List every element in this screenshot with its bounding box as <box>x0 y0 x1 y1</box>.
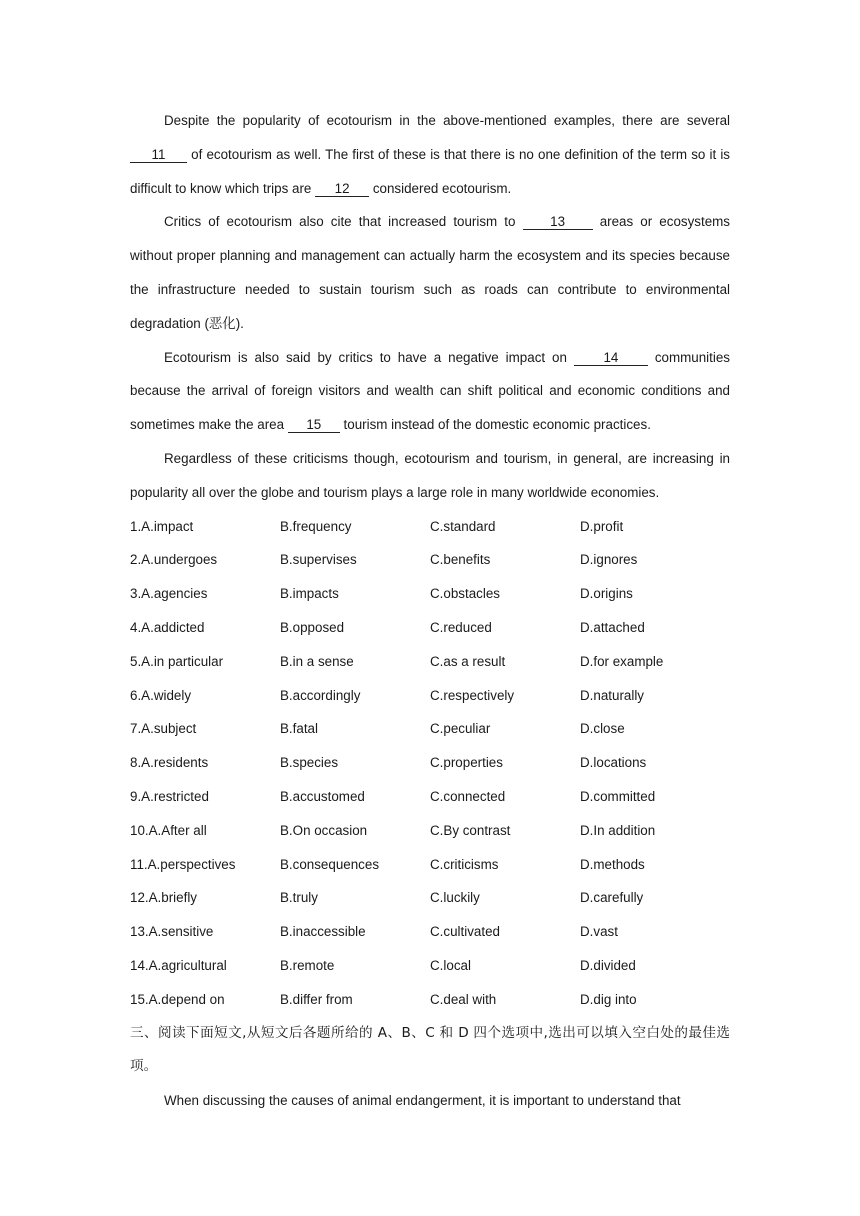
blank-15: 15 <box>288 417 340 433</box>
option-choice: D.carefully <box>580 890 644 906</box>
option-row <box>130 543 730 577</box>
option-row <box>130 712 730 746</box>
option-choice: B.accordingly <box>280 687 361 703</box>
option-choice: D.close <box>580 721 625 737</box>
option-choice: D.methods <box>580 856 645 872</box>
option-choice: 5.A.in particular <box>130 653 224 669</box>
option-choice: D.divided <box>580 957 636 973</box>
option-choice: B.fatal <box>280 721 318 737</box>
option-choice: B.truly <box>280 890 318 906</box>
section-3-heading: 三、阅读下面短文,从短文后各题所给的 A、B、C 和 D 四个选项中,选出可以填入空白处的最佳选项。 <box>130 1024 730 1075</box>
option-choice: 6.A.widely <box>130 687 192 703</box>
option-row <box>130 881 730 915</box>
passage-text: Ecotourism is also said by critics to have a negative impact on <box>164 349 567 365</box>
option-choice: D.committed <box>580 788 656 804</box>
option-choice: D.attached <box>580 619 645 635</box>
option-choice: C.as a result <box>430 653 506 669</box>
option-row <box>130 848 730 882</box>
option-row <box>130 510 730 544</box>
blank-11: 11 <box>130 147 187 163</box>
option-choice: D.ignores <box>580 552 638 568</box>
option-row <box>130 949 730 983</box>
option-choice: 12.A.briefly <box>130 890 197 906</box>
option-choice: D.In addition <box>580 822 656 838</box>
option-choice: B.in a sense <box>280 653 354 669</box>
option-choice: 1.A.impact <box>130 518 194 534</box>
passage-text: Critics of ecotourism also cite that increased tourism to <box>164 214 516 230</box>
option-choice: D.profit <box>580 518 624 534</box>
option-row <box>130 577 730 611</box>
option-choice: 7.A.subject <box>130 721 197 737</box>
passage-paragraph-3 <box>130 341 730 442</box>
option-row <box>130 645 730 679</box>
option-choice: 11.A.perspectives <box>130 856 236 872</box>
option-choice: B.opposed <box>280 619 345 635</box>
option-choice: B.inaccessible <box>280 924 366 940</box>
option-choice: B.consequences <box>280 856 380 872</box>
passage-paragraph-2 <box>130 205 730 340</box>
option-choice: 4.A.addicted <box>130 619 205 635</box>
option-choice: D.origins <box>580 586 633 602</box>
option-choice: D.locations <box>580 755 647 771</box>
passage-paragraph-1 <box>130 104 730 205</box>
option-row <box>130 983 730 1017</box>
blank-13: 13 <box>523 214 593 230</box>
option-choice: B.remote <box>280 957 335 973</box>
option-choice: 2.A.undergoes <box>130 552 218 568</box>
option-choice: C.peculiar <box>430 721 491 737</box>
option-choice: C.local <box>430 957 471 973</box>
option-choice: C.benefits <box>430 552 491 568</box>
passage-paragraph-4: Regardless of these criticisms though, ecotourism and tourism, in general, are increasing in popularity all over the globe and tourism plays a large role in many worldwide economies. <box>130 450 730 500</box>
option-choice: 10.A.After all <box>130 822 207 838</box>
option-choice: 15.A.depend on <box>130 991 225 1007</box>
option-row <box>130 915 730 949</box>
option-choice: 9.A.restricted <box>130 788 209 804</box>
option-choice: C.criticisms <box>430 856 499 872</box>
option-choice: 13.A.sensitive <box>130 924 214 940</box>
option-row <box>130 611 730 645</box>
option-choice: C.deal with <box>430 991 497 1007</box>
option-choice: B.supervises <box>280 552 357 568</box>
option-row <box>130 780 730 814</box>
option-choice: C.luckily <box>430 890 480 906</box>
option-row <box>130 679 730 713</box>
option-choice: 14.A.agricultural <box>130 957 227 973</box>
option-choice: D.for example <box>580 653 664 669</box>
passage-text: tourism instead of the domestic economic practices. <box>343 417 651 433</box>
option-choice: B.species <box>280 755 339 771</box>
options-list <box>130 510 730 1017</box>
option-choice: B.differ from <box>280 991 353 1007</box>
passage-text: of ecotourism as well. The first of these is that there is no one definition of the term so it is difficult to know which trips are <box>130 146 730 196</box>
option-choice: B.impacts <box>280 586 339 602</box>
document-page <box>130 104 730 1118</box>
option-choice: 8.A.residents <box>130 755 209 771</box>
passage-text: Despite the popularity of ecotourism in the above-mentioned examples, there are several <box>164 113 730 128</box>
option-choice: C.cultivated <box>430 924 500 940</box>
option-choice: D.vast <box>580 924 618 940</box>
option-choice: C.respectively <box>430 687 515 703</box>
option-choice: B.frequency <box>280 518 352 534</box>
option-choice: D.dig into <box>580 991 637 1007</box>
passage-text: communities because the arrival of foreign visitors and wealth can shift political and economic conditions and sometimes make the area <box>130 349 730 433</box>
option-choice: B.accustomed <box>280 788 365 804</box>
passage-text: areas or ecosystems without proper planning and management can actually harm the ecosystem and its species because the infrastructure needed to sustain tourism such as roads can contribute to environmental degradation (恶化). <box>130 214 730 331</box>
option-choice: C.properties <box>430 755 503 771</box>
option-choice: C.reduced <box>430 619 492 635</box>
option-choice: B.On occasion <box>280 822 368 838</box>
option-choice: D.naturally <box>580 687 645 703</box>
option-choice: C.By contrast <box>430 822 511 838</box>
blank-14: 14 <box>574 350 648 366</box>
option-choice: 3.A.agencies <box>130 586 208 602</box>
blank-12: 12 <box>315 181 369 197</box>
section-3-paragraph-1: When discussing the causes of animal endangerment, it is important to understand that <box>164 1093 681 1109</box>
option-row <box>130 746 730 780</box>
option-choice: C.standard <box>430 518 496 534</box>
option-row <box>130 814 730 848</box>
option-choice: C.connected <box>430 788 506 804</box>
passage-text: considered ecotourism. <box>372 180 512 196</box>
option-choice: C.obstacles <box>430 586 500 602</box>
